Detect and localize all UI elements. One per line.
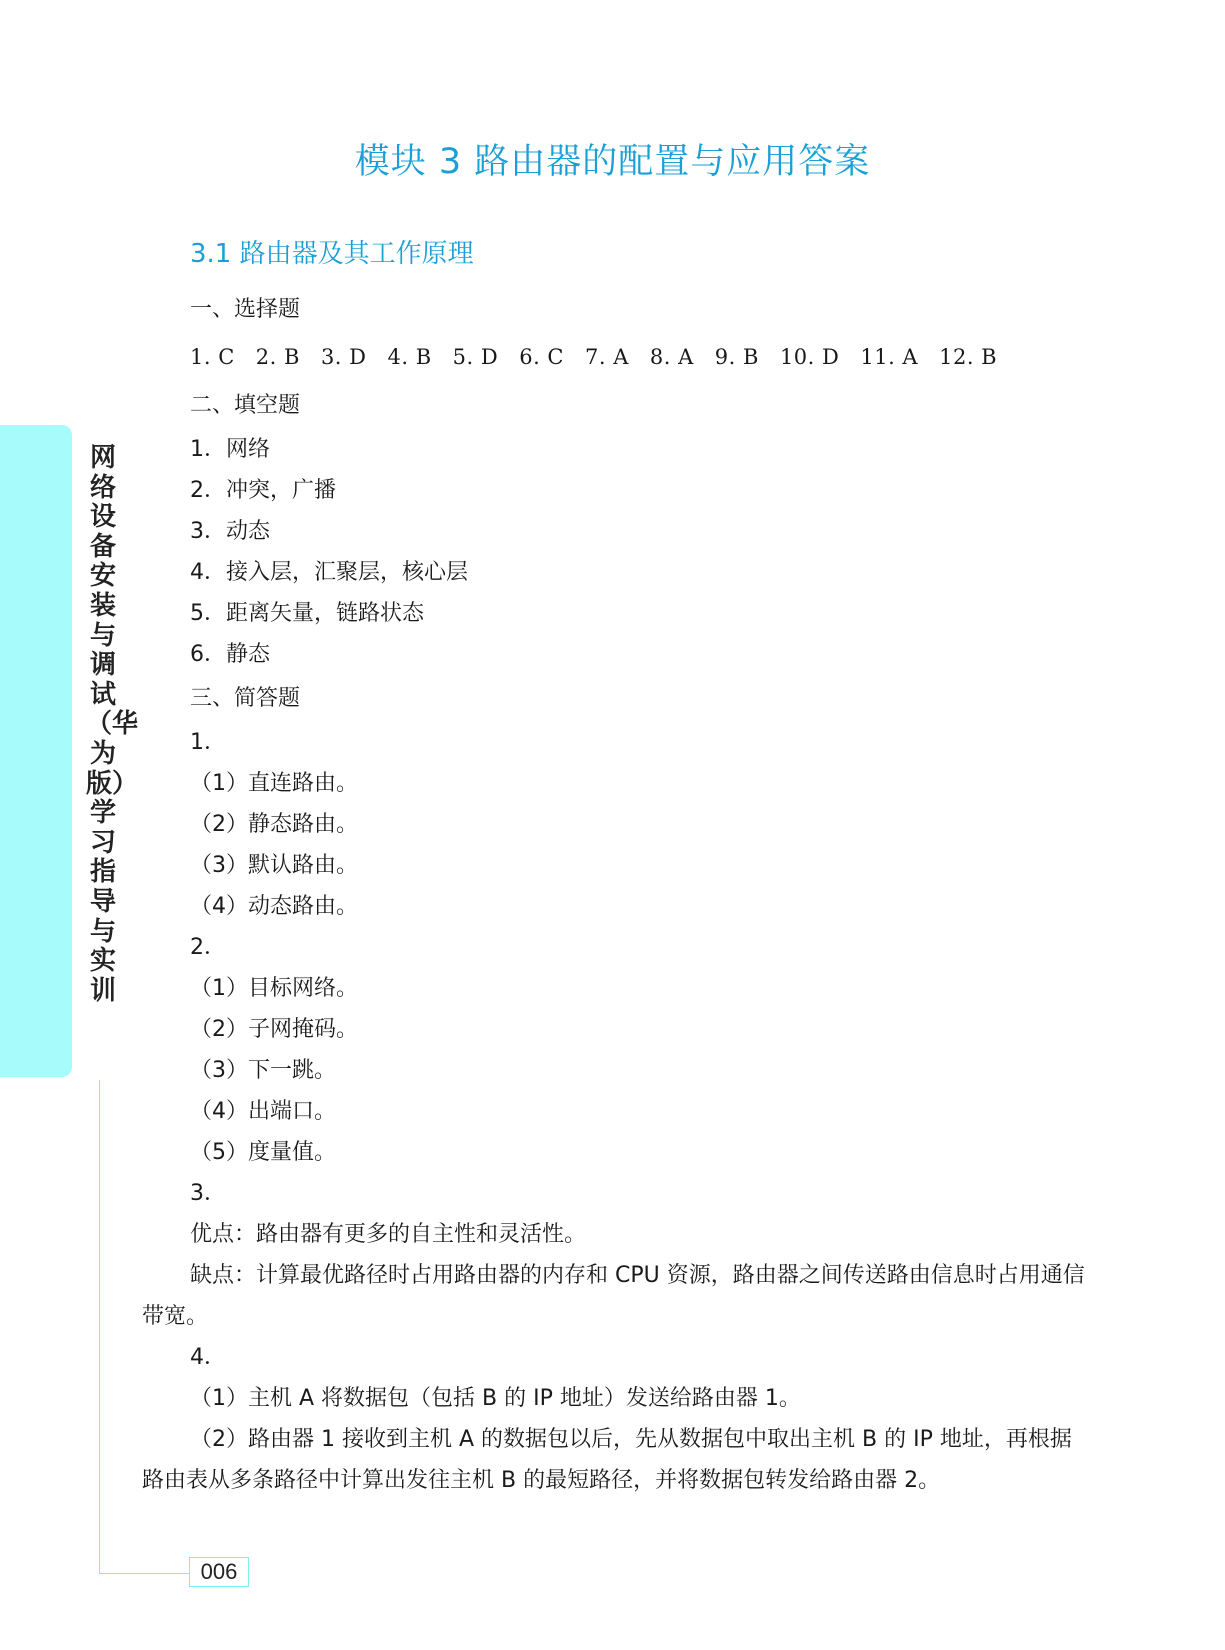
choice-answer: 3. D [320, 345, 367, 369]
choice-heading: 一、选择题 [190, 297, 301, 322]
choice-answer: 5. D [452, 345, 499, 369]
short-heading: 三、简答题 [190, 686, 301, 711]
choice-answer: 4. B [387, 345, 432, 369]
answer-item: （3）默认路由。 [190, 853, 358, 878]
choice-answer: 7. A [585, 345, 629, 369]
answer-item: （2）静态路由。 [190, 812, 358, 837]
fill-heading: 二、填空题 [190, 393, 301, 418]
answer-item: （3）下一跳。 [190, 1058, 336, 1083]
disadvantage-text: 缺点：计算最优路径时占用路由器的内存和 CPU 资源，路由器之间传送路由信息时占用通信带宽。 [142, 1263, 1085, 1329]
answer-content [142, 286, 1090, 1501]
side-rule [99, 1080, 100, 1573]
choice-answers [190, 333, 1090, 382]
answer-item: （4）动态路由。 [190, 894, 358, 919]
choice-answer: 9. B [714, 345, 759, 369]
question-number: 3． [190, 1181, 226, 1206]
fill-answer: 4．接入层，汇聚层，核心层 [190, 560, 468, 585]
module-title: 模块 3 路由器的配置与应用答案 [354, 142, 871, 182]
answer-item: （5）度量值。 [190, 1140, 336, 1165]
answer-item: （1）直连路由。 [190, 771, 358, 796]
advantage-text: 优点：路由器有更多的自主性和灵活性。 [190, 1222, 587, 1247]
side-tab [0, 425, 72, 1077]
fill-answer: 1．网络 [190, 437, 270, 462]
question-number: 1． [190, 730, 226, 755]
section-title: 3.1 路由器及其工作原理 [190, 239, 474, 269]
choice-answer: 10. D [779, 345, 840, 369]
book-title: 网络设备安装与调试（华为版）学习指导与实训 [86, 443, 139, 1006]
choice-answer: 11. A [860, 345, 919, 369]
question-number: 4． [190, 1345, 226, 1370]
bottom-rule [99, 1573, 189, 1574]
choice-answer: 1. C [190, 345, 235, 369]
fill-answer: 6．静态 [190, 642, 270, 667]
answer-item: （4）出端口。 [190, 1099, 336, 1124]
answer-item: （1）主机 A 将数据包（包括 B 的 IP 地址）发送给路由器 1。 [190, 1386, 801, 1411]
fill-answer: 3．动态 [190, 519, 270, 544]
question-number: 2． [190, 935, 226, 960]
answer-paragraph: （2）路由器 1 接收到主机 A 的数据包以后，先从数据包中取出主机 B 的 IP 地址，再根据路由表从多条路径中计算出发往主机 B 的最短路径，并将数据包转发给路由器 2。 [142, 1427, 1072, 1493]
fill-answer: 2．冲突，广播 [190, 478, 336, 503]
choice-answer: 6. C [519, 345, 564, 369]
answer-item: （1）目标网络。 [190, 976, 358, 1001]
page-number: 006 [189, 1557, 249, 1587]
fill-answer: 5．距离矢量，链路状态 [190, 601, 424, 626]
choice-answer: 2. B [255, 345, 300, 369]
choice-answer: 12. B [939, 345, 998, 369]
answer-item: （2）子网掩码。 [190, 1017, 358, 1042]
choice-answer: 8. A [649, 345, 694, 369]
